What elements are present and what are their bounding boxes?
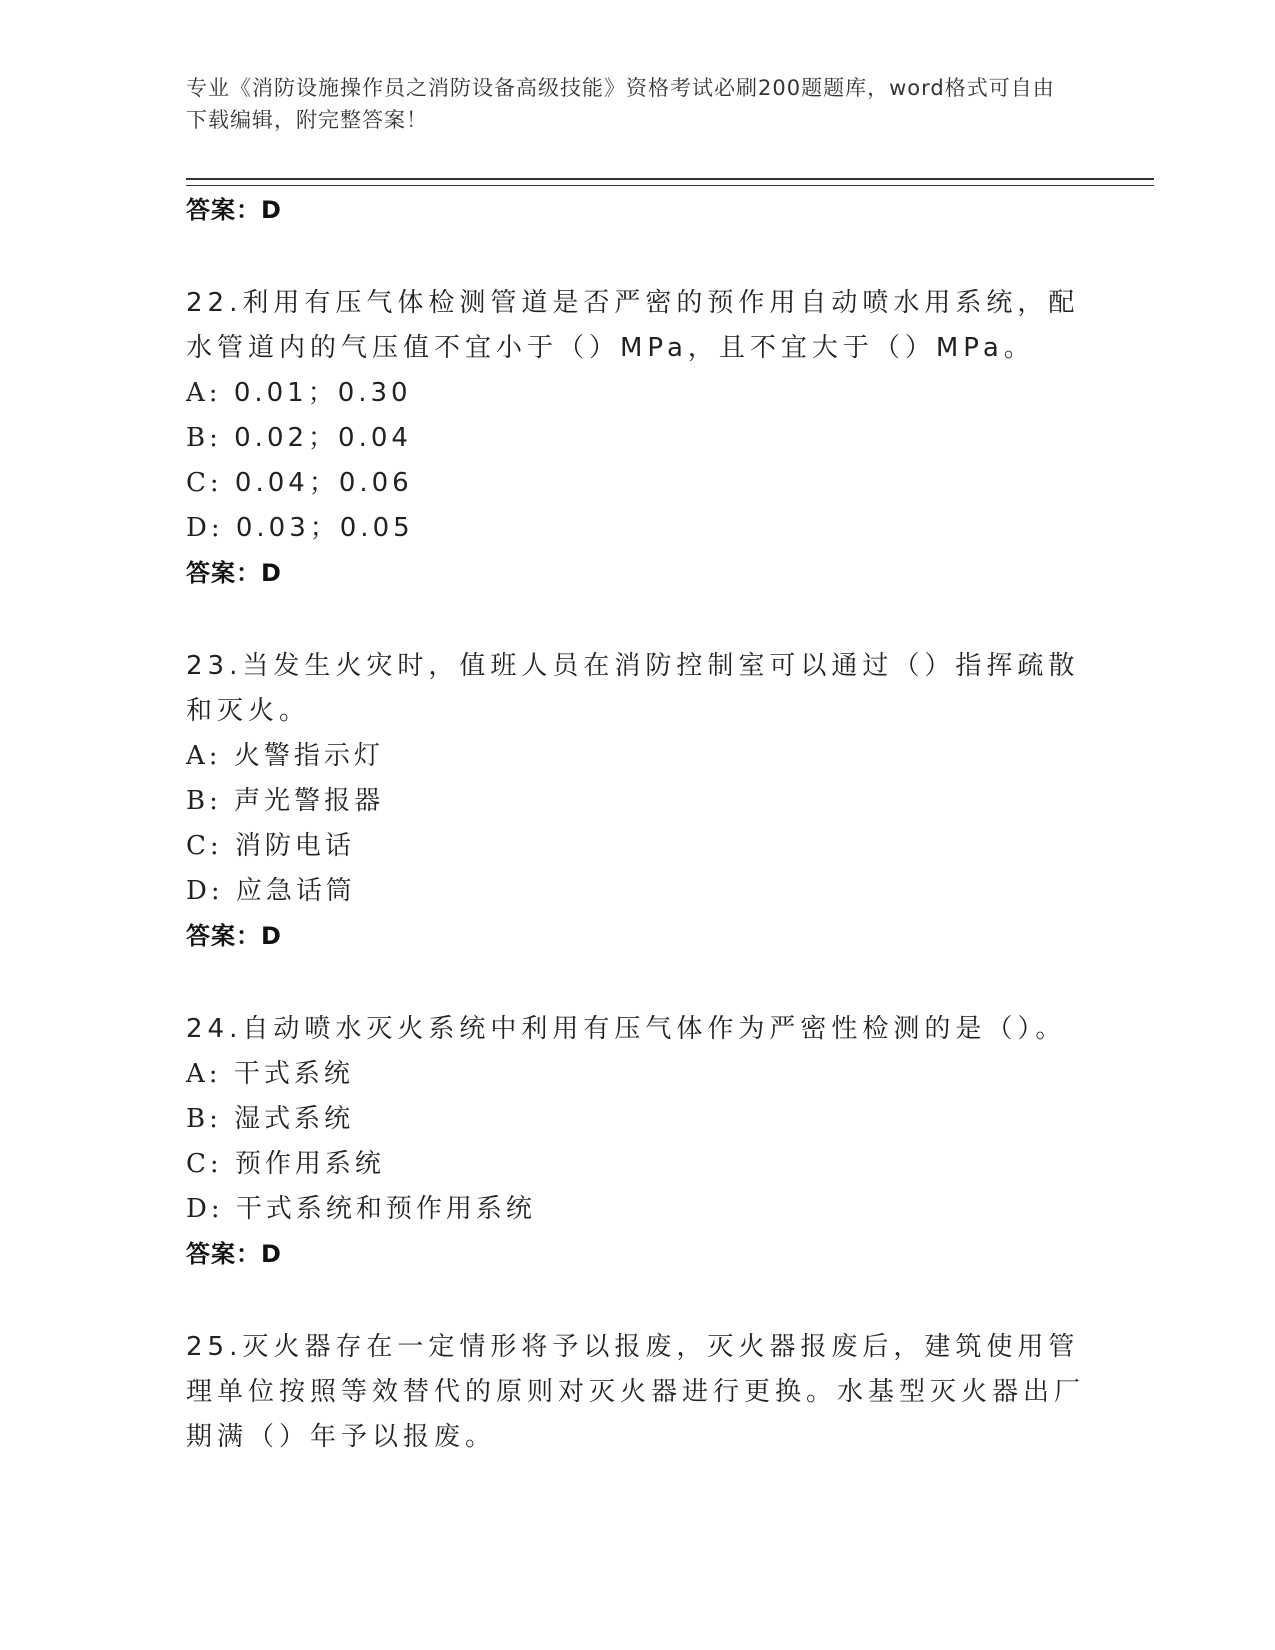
option-a [186,734,1086,779]
question-stem: 22.利用有压气体检测管道是否严密的预作用自动喷水用系统，配水管道内的气压值不宜小于（）MPa，且不宜大于（）MPa。 [186,288,1080,363]
option-d [186,1187,1086,1232]
option-b [186,416,1086,461]
question-22 [186,281,1086,596]
option-text: 0.02；0.04 [234,423,412,453]
option-letter: C: [186,1149,223,1179]
option-text: 0.04；0.06 [234,468,413,498]
option-letter: D: [186,876,224,906]
option-letter: A: [186,741,222,771]
option-letter: B: [186,1104,222,1134]
option-letter: B: [186,786,222,816]
question-stem: 25.灭火器存在一定情形将予以报废，灭火器报废后，建筑使用管理单位按照等效替代的原则对灭火器进行更换。水基型灭火器出厂期满（）年予以报废。 [186,1332,1086,1452]
option-c [186,1142,1086,1187]
option-text: 消防电话 [234,831,355,861]
question-23 [186,644,1086,959]
option-letter: A: [186,378,222,408]
question-stem: 23.当发生火灾时，值班人员在消防控制室可以通过（）指挥疏散和灭火。 [186,651,1080,726]
option-c [186,461,1086,506]
option-text: 预作用系统 [234,1149,385,1179]
option-letter: A: [186,1059,222,1089]
question-24 [186,1007,1086,1277]
question-25 [186,1325,1086,1460]
document-header [186,72,1066,136]
answer-line: 答案：D [186,559,282,587]
answer-line: 答案：D [186,1240,282,1268]
option-text: 应急话筒 [235,876,356,906]
option-text: 0.03；0.05 [235,513,414,543]
header-divider [186,178,1154,186]
option-d [186,506,1086,551]
option-letter: B: [186,423,222,453]
option-text: 干式系统 [233,1059,354,1089]
option-text: 干式系统和预作用系统 [235,1194,536,1224]
question-stem: 24.自动喷水灭火系统中利用有压气体作为严密性检测的是（）。 [186,1014,1067,1044]
option-c [186,824,1086,869]
option-d [186,869,1086,914]
header-text: 专业《消防设施操作员之消防设备高级技能》资格考试必刷200题题库，word格式可自由下载编辑，附完整答案！ [186,76,1055,132]
option-text: 0.01；0.30 [233,378,412,408]
option-a [186,371,1086,416]
answer-line: 答案：D [186,196,282,224]
option-letter: C: [186,831,223,861]
option-text: 声光警报器 [234,786,385,816]
option-b [186,779,1086,824]
option-text: 火警指示灯 [233,741,384,771]
document-body [186,188,1086,1460]
option-a [186,1052,1086,1097]
answer-line: 答案：D [186,922,282,950]
option-b [186,1097,1086,1142]
option-letter: D: [186,1194,224,1224]
option-text: 湿式系统 [234,1104,355,1134]
option-letter: D: [186,513,224,543]
option-letter: C: [186,468,223,498]
